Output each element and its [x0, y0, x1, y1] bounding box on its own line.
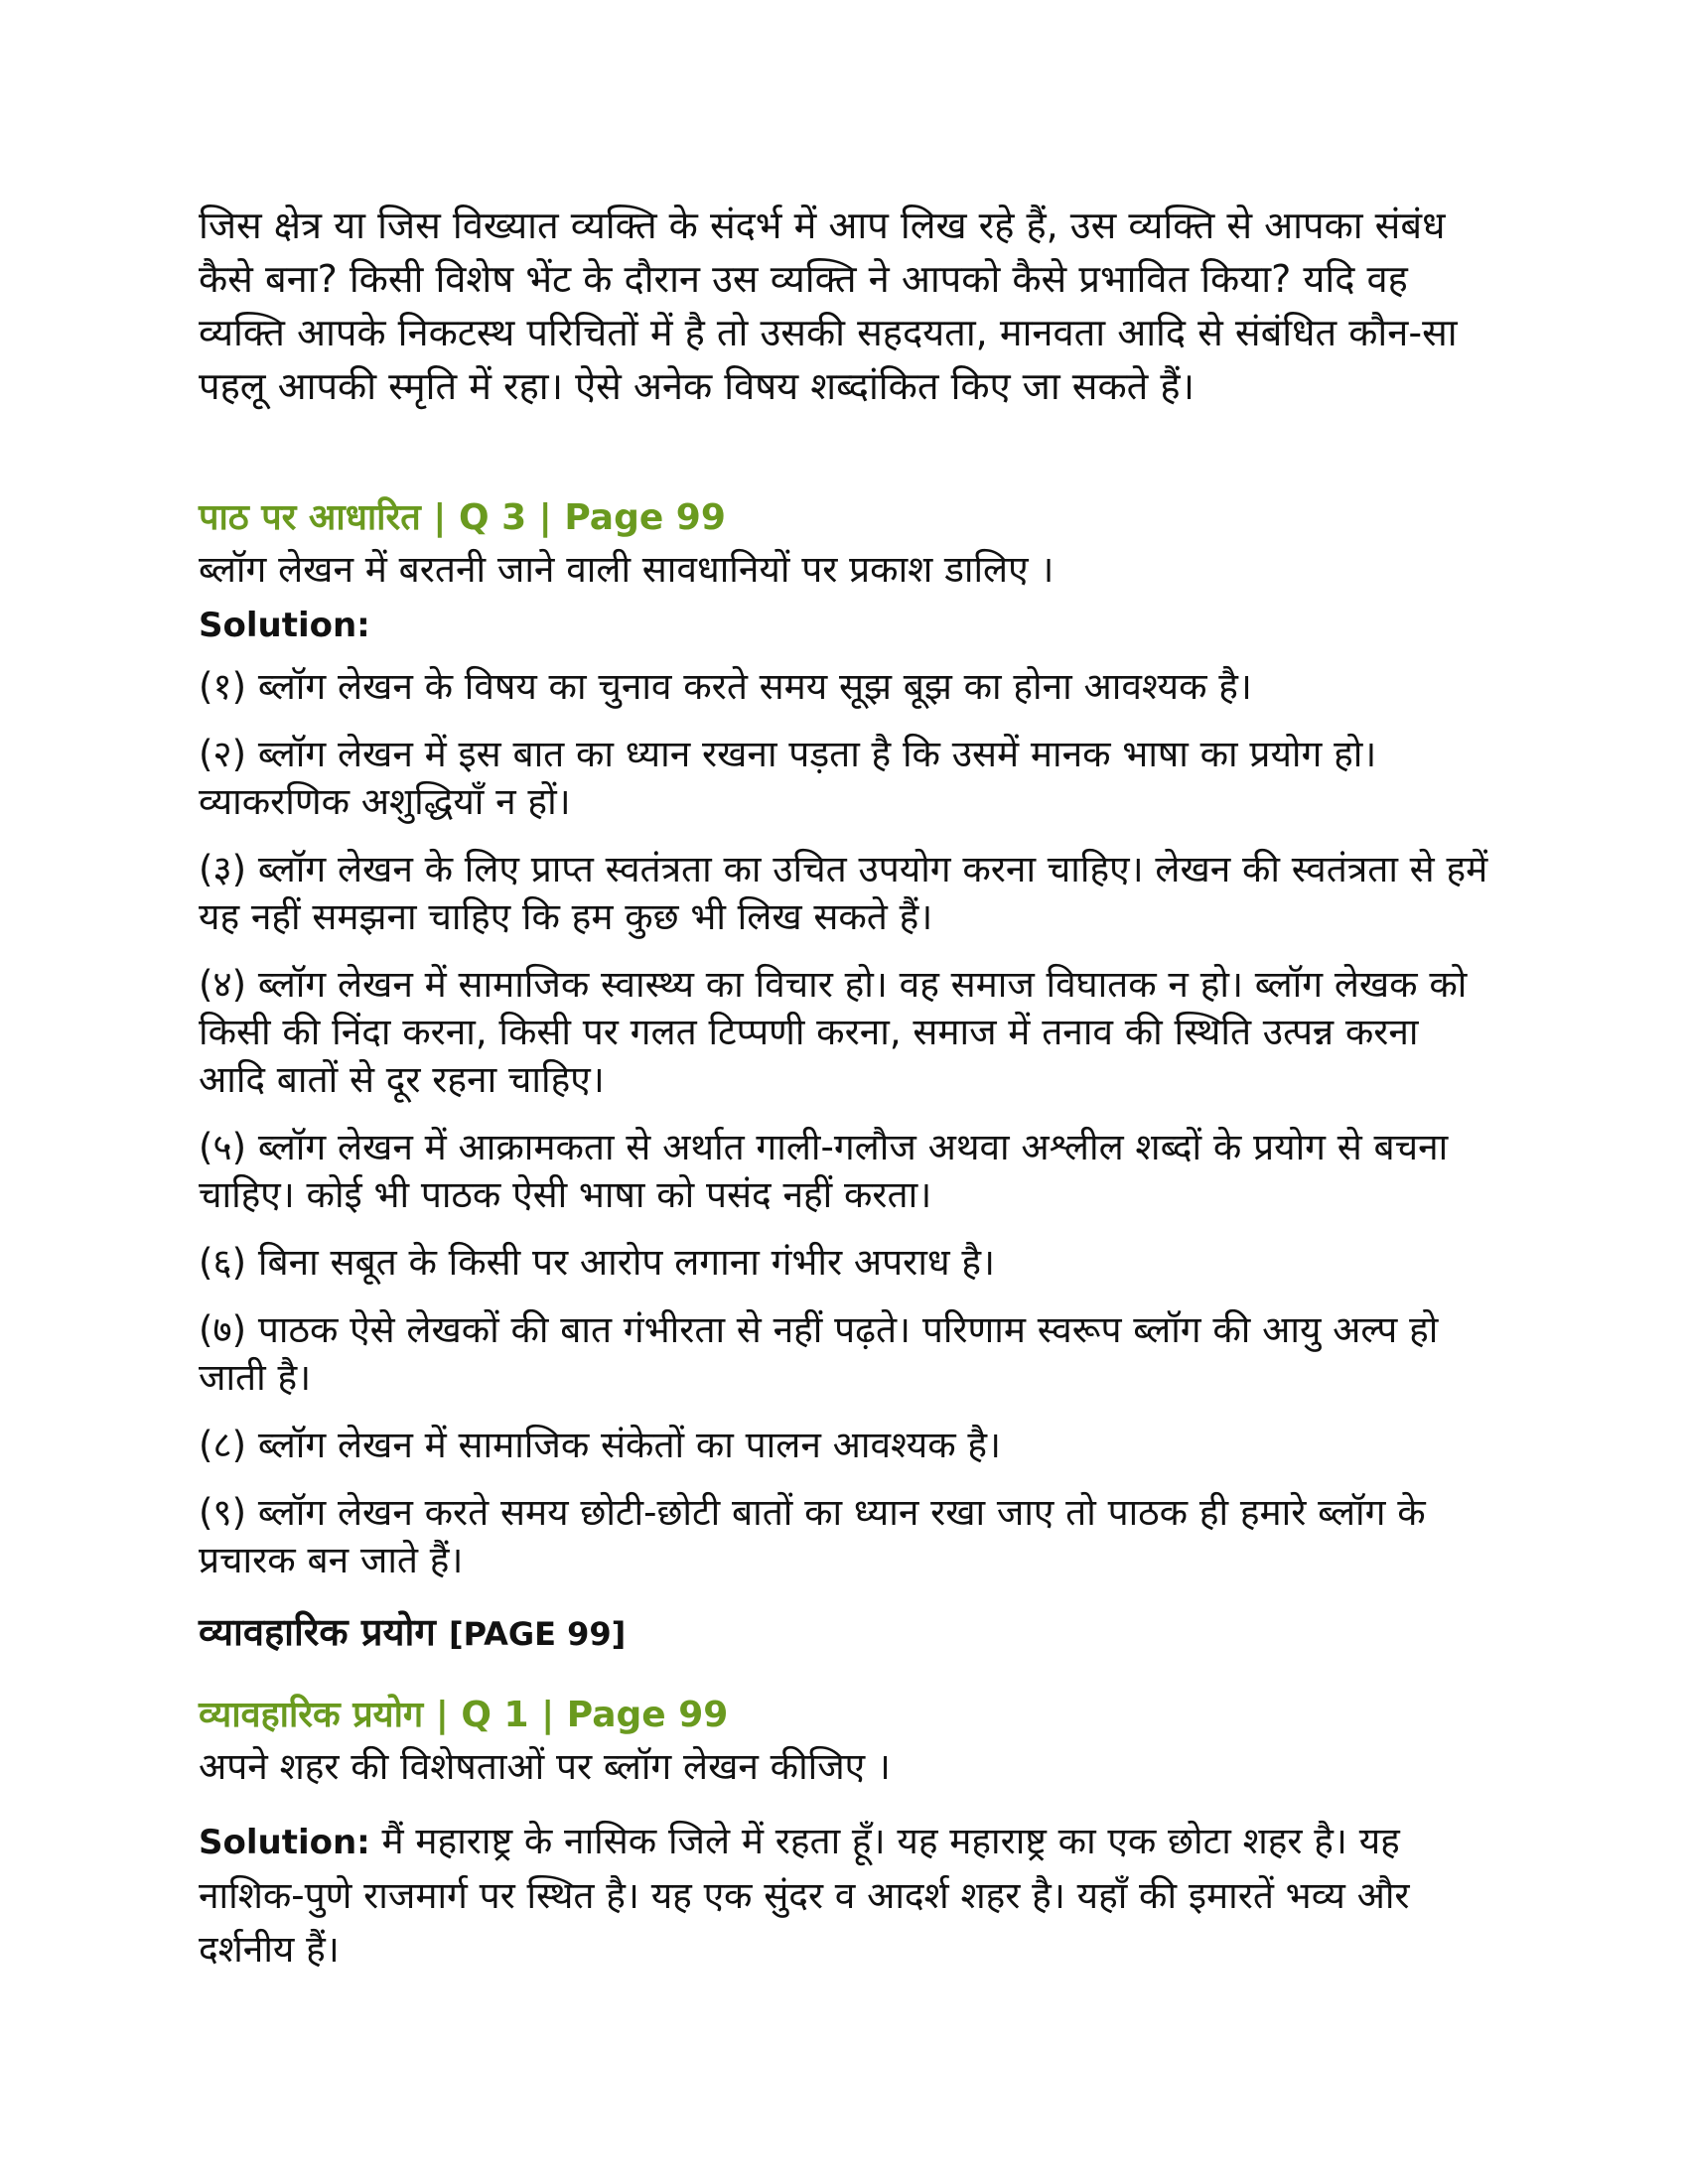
list-item: (४) ब्लॉग लेखन में सामाजिक स्वास्थ्य का विचार हो। वह समाज विघातक न हो। ब्लॉग लेखक को किसी की निंदा करना, किसी पर गलत टिप्पणी करना, समाज में तनाव की स्थिति उत्पन्न करना आदि बातों से दूर रहना चाहिए।	[199, 963, 1468, 1101]
list-item: (८) ब्लॉग लेखन में सामाजिक संकेतों का पालन आवश्यक है।	[199, 1424, 1002, 1466]
list-item: (२) ब्लॉग लेखन में इस बात का ध्यान रखना पड़ता है कि उसमें मानक भाषा का प्रयोग हो। व्याकरणिक अशुद्धियाँ न हों।	[199, 733, 1377, 823]
question-3-block	[199, 492, 1489, 1584]
question-3-heading: पाठ पर आधारित | Q 3 | Page 99	[199, 497, 726, 538]
section-title-text: व्यावहारिक प्रयोग	[199, 1610, 436, 1654]
question-1-heading: व्यावहारिक प्रयोग | Q 1 | Page 99	[199, 1695, 729, 1735]
intro-paragraph: जिस क्षेत्र या जिस विख्यात व्यक्ति के संदर्भ में आप लिख रहे हैं, उस व्यक्ति से आपका संबंध कैसे बना? किसी विशेष भेंट के दौरान उस व्यक्ति ने आपको कैसे प्रभावित किया? यदि वह व्यक्ति आपके निकटस्थ परिचितों में है तो उसकी सहदयता, मानवता आदि से संबंधित कौन-सा पहलू आपकी स्मृति में रहा। ऐसे अनेक विषय शब्दांकित किए जा सकते हैं।	[199, 204, 1458, 408]
list-item: (६) बिना सबूत के किसी पर आरोप लगाना गंभीर अपराध है।	[199, 1241, 996, 1284]
answer-text: मैं महाराष्ट्र के नासिक जिले में रहता हूँ। यह महाराष्ट्र का एक छोटा शहर है। यह नाशिक-पुणे राजमार्ग पर स्थित है। यह एक सुंदर व आदर्श शहर है। यहाँ की इमारतें भव्य और दर्शनीय हैं।	[199, 1820, 1410, 1971]
document-page	[199, 199, 1489, 1977]
list-item: (७) पाठक ऐसे लेखकों की बात गंभीरता से नहीं पढ़ते। परिणाम स्वरूप ब्लॉग की आयु अल्प हो जाती है।	[199, 1308, 1439, 1399]
question-1-text: अपने शहर की विशेषताओं पर ब्लॉग लेखन कीजिए ।	[199, 1745, 891, 1788]
list-item: (१) ब्लॉग लेखन के विषय का चुनाव करते समय सूझ बूझ का होना आवश्यक है।	[199, 665, 1252, 708]
solution-list	[199, 663, 1489, 1584]
section-title	[199, 1604, 1489, 1662]
list-item: (५) ब्लॉग लेखन में आक्रामकता से अर्थात गाली-गलौज अथवा अश्लील शब्दों के प्रयोग से बचना चाहिए। कोई भी पाठक ऐसी भाषा को पसंद नहीं करता।	[199, 1126, 1449, 1216]
list-item: (९) ब्लॉग लेखन करते समय छोटी-छोटी बातों का ध्यान रखा जाए तो पाठक ही हमारे ब्लॉग के प्रचारक बन जाते हैं।	[199, 1491, 1426, 1581]
section-page-tag: [PAGE 99]	[448, 1615, 627, 1653]
question-1-block	[199, 1690, 1489, 1977]
solution-label: Solution:	[199, 606, 370, 645]
list-item: (३) ब्लॉग लेखन के लिए प्राप्त स्वतंत्रता का उचित उपयोग करना चाहिए। लेखन की स्वतंत्रता से हमें यह नहीं समझना चाहिए कि हम कुछ भी लिख सकते हैं।	[199, 848, 1488, 938]
answer-paragraph	[199, 1815, 1489, 1977]
question-3-text: ब्लॉग लेखन में बरतनी जाने वाली सावधानियों पर प्रकाश डालिए ।	[199, 548, 1055, 591]
solution-label-inline: Solution:	[199, 1823, 370, 1862]
